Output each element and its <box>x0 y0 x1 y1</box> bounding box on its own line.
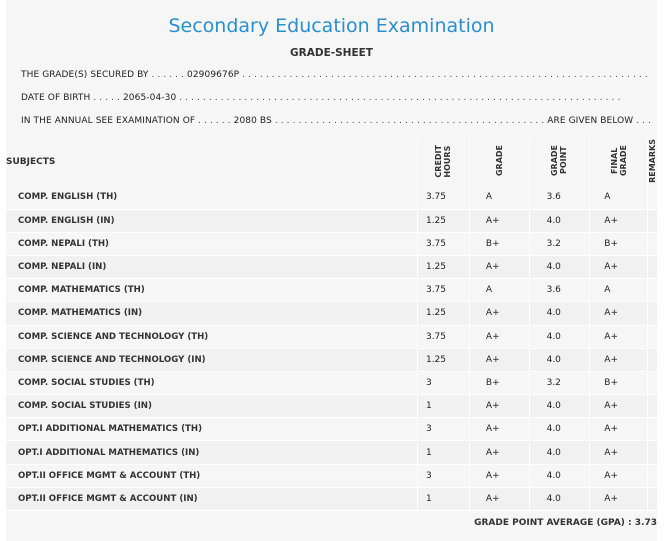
gpa-label: GRADE POINT AVERAGE (GPA) : <box>474 518 632 528</box>
symbol-number: 02909676P <box>187 70 240 80</box>
dob-value: 2065-04-30 <box>122 93 177 103</box>
table-row <box>6 371 657 394</box>
table-row <box>6 418 657 441</box>
grade-point-cell: 4.0 <box>529 325 590 348</box>
final-grade-header: FINAL GRADE <box>590 139 648 186</box>
remarks-cell <box>648 348 658 371</box>
grade-cell: A+ <box>469 348 529 371</box>
credit-hours-cell: 1 <box>417 395 469 418</box>
credit-hours-cell: 3.75 <box>417 279 469 302</box>
grade-point-cell: 4.0 <box>529 348 590 371</box>
subjects-header: SUBJECTS <box>6 139 417 186</box>
table-row <box>6 441 657 464</box>
grades-table <box>6 139 657 511</box>
subject-cell: COMP. ENGLISH (IN) <box>6 209 417 232</box>
grade-cell: A+ <box>469 209 529 232</box>
grade-point-cell: 3.6 <box>529 279 590 302</box>
subject-cell: COMP. SCIENCE AND TECHNOLOGY (IN) <box>6 348 417 371</box>
final-grade-cell: A+ <box>590 418 648 441</box>
grade-point-cell: 4.0 <box>529 487 590 510</box>
table-header-row <box>6 139 657 186</box>
grade-point-cell: 3.2 <box>529 371 590 394</box>
grade-cell: A+ <box>469 302 529 325</box>
subject-cell: OPT.II OFFICE MGMT & ACCOUNT (IN) <box>6 487 417 510</box>
remarks-cell <box>648 464 658 487</box>
credit-hours-cell: 1.25 <box>417 255 469 278</box>
remarks-cell <box>648 302 658 325</box>
dob-line: DATE OF BIRTH . . . . . 2065-04-30 . . . . . . . . . . . . . . . . . . . . . . . . . . . . . . . . . . . . . . . . . . . . . . . . . . . . . . . . . . . . . . . . . . . . . . . . . . . <box>21 93 621 103</box>
secured-by-label: THE GRADE(S) SECURED BY <box>21 70 149 80</box>
grade-cell: A+ <box>469 395 529 418</box>
credit-hours-cell: 1.25 <box>417 302 469 325</box>
final-grade-cell: A+ <box>590 487 648 510</box>
credit-hours-cell: 3.75 <box>417 325 469 348</box>
remarks-cell <box>648 255 658 278</box>
grade-cell: A+ <box>469 418 529 441</box>
subject-cell: COMP. NEPALI (IN) <box>6 255 417 278</box>
table-row <box>6 255 657 278</box>
remarks-cell <box>648 325 658 348</box>
table-row <box>6 325 657 348</box>
exam-year: 2080 BS <box>233 116 272 126</box>
remarks-cell <box>648 395 658 418</box>
subject-cell: COMP. SOCIAL STUDIES (TH) <box>6 371 417 394</box>
remarks-header: REMARKS <box>648 139 658 186</box>
table-row <box>6 302 657 325</box>
final-grade-cell: B+ <box>590 232 648 255</box>
credit-hours-cell: 3.75 <box>417 232 469 255</box>
subject-cell: COMP. MATHEMATICS (IN) <box>6 302 417 325</box>
final-grade-cell: A+ <box>590 464 648 487</box>
subject-cell: COMP. SCIENCE AND TECHNOLOGY (TH) <box>6 325 417 348</box>
table-row <box>6 487 657 510</box>
grade-point-cell: 3.6 <box>529 186 590 209</box>
remarks-cell <box>648 487 658 510</box>
grade-point-cell: 4.0 <box>529 441 590 464</box>
credit-hours-cell: 1 <box>417 487 469 510</box>
final-grade-cell: A+ <box>590 302 648 325</box>
final-grade-cell: A+ <box>590 209 648 232</box>
final-grade-cell: A <box>590 279 648 302</box>
grade-cell: A+ <box>469 255 529 278</box>
final-grade-cell: B+ <box>590 371 648 394</box>
remarks-cell <box>648 232 658 255</box>
final-grade-cell: A <box>590 186 648 209</box>
remarks-cell <box>648 371 658 394</box>
grade-point-cell: 4.0 <box>529 255 590 278</box>
grade-cell: A+ <box>469 325 529 348</box>
remarks-cell <box>648 418 658 441</box>
gpa-value: 3.73 <box>634 518 657 528</box>
grade-point-cell: 4.0 <box>529 395 590 418</box>
grade-point-cell: 4.0 <box>529 464 590 487</box>
credit-hours-cell: 3 <box>417 371 469 394</box>
table-row <box>6 232 657 255</box>
final-grade-cell: A+ <box>590 348 648 371</box>
credit-hours-cell: 1.25 <box>417 209 469 232</box>
table-row <box>6 279 657 302</box>
table-row <box>6 186 657 209</box>
dob-label: DATE OF BIRTH <box>21 93 91 103</box>
final-grade-cell: A+ <box>590 441 648 464</box>
grade-cell: A <box>469 186 529 209</box>
grade-point-cell: 4.0 <box>529 209 590 232</box>
remarks-cell <box>648 186 658 209</box>
final-grade-cell: A+ <box>590 395 648 418</box>
grade-header: GRADE <box>469 139 529 186</box>
page-subtitle: GRADE-SHEET <box>290 47 373 59</box>
credit-hours-cell: 3 <box>417 418 469 441</box>
grade-point-cell: 3.2 <box>529 232 590 255</box>
remarks-cell <box>648 441 658 464</box>
exam-label: IN THE ANNUAL SEE EXAMINATION OF <box>21 116 196 126</box>
table-row <box>6 464 657 487</box>
subject-cell: COMP. MATHEMATICS (TH) <box>6 279 417 302</box>
subject-cell: OPT.I ADDITIONAL MATHEMATICS (IN) <box>6 441 417 464</box>
grade-cell: A+ <box>469 464 529 487</box>
table-row <box>6 209 657 232</box>
grade-cell: A <box>469 279 529 302</box>
exam-line: IN THE ANNUAL SEE EXAMINATION OF . . . . . . 2080 BS . . . . . . . . . . . . . . . . . . . . . . . . . . . . . . . . . . . . . . . . . . . . . . ARE GIVEN BELOW . . . <box>21 116 652 126</box>
subject-cell: OPT.I ADDITIONAL MATHEMATICS (TH) <box>6 418 417 441</box>
grade-cell: A+ <box>469 441 529 464</box>
credit-hours-cell: 1.25 <box>417 348 469 371</box>
grade-point-cell: 4.0 <box>529 418 590 441</box>
subject-cell: COMP. SOCIAL STUDIES (IN) <box>6 395 417 418</box>
remarks-cell <box>648 279 658 302</box>
subject-cell: OPT.II OFFICE MGMT & ACCOUNT (TH) <box>6 464 417 487</box>
final-grade-cell: A+ <box>590 325 648 348</box>
grade-point-header: GRADE POINT <box>529 139 590 186</box>
credit-hours-cell: 3.75 <box>417 186 469 209</box>
grade-cell: A+ <box>469 487 529 510</box>
grade-cell: B+ <box>469 232 529 255</box>
gpa-summary <box>474 518 657 528</box>
subject-cell: COMP. ENGLISH (TH) <box>6 186 417 209</box>
given-below-text: ARE GIVEN BELOW <box>547 116 634 126</box>
page-title: Secondary Education Examination <box>168 15 495 37</box>
credit-hours-cell: 1 <box>417 441 469 464</box>
credit-hours-header: CREDIT HOURS <box>417 139 469 186</box>
table-row <box>6 395 657 418</box>
credit-hours-cell: 3 <box>417 464 469 487</box>
final-grade-cell: A+ <box>590 255 648 278</box>
secured-by-line: THE GRADE(S) SECURED BY . . . . . . 02909676P . . . . . . . . . . . . . . . . . . . . . . . . . . . . . . . . . . . . . . . . . . . . . . . . . . . . . . . . . . . . . . . . . . . . . <box>21 70 648 80</box>
grades-table-body <box>6 186 657 511</box>
remarks-cell <box>648 209 658 232</box>
subject-cell: COMP. NEPALI (TH) <box>6 232 417 255</box>
grade-cell: B+ <box>469 371 529 394</box>
table-row <box>6 348 657 371</box>
grade-point-cell: 4.0 <box>529 302 590 325</box>
